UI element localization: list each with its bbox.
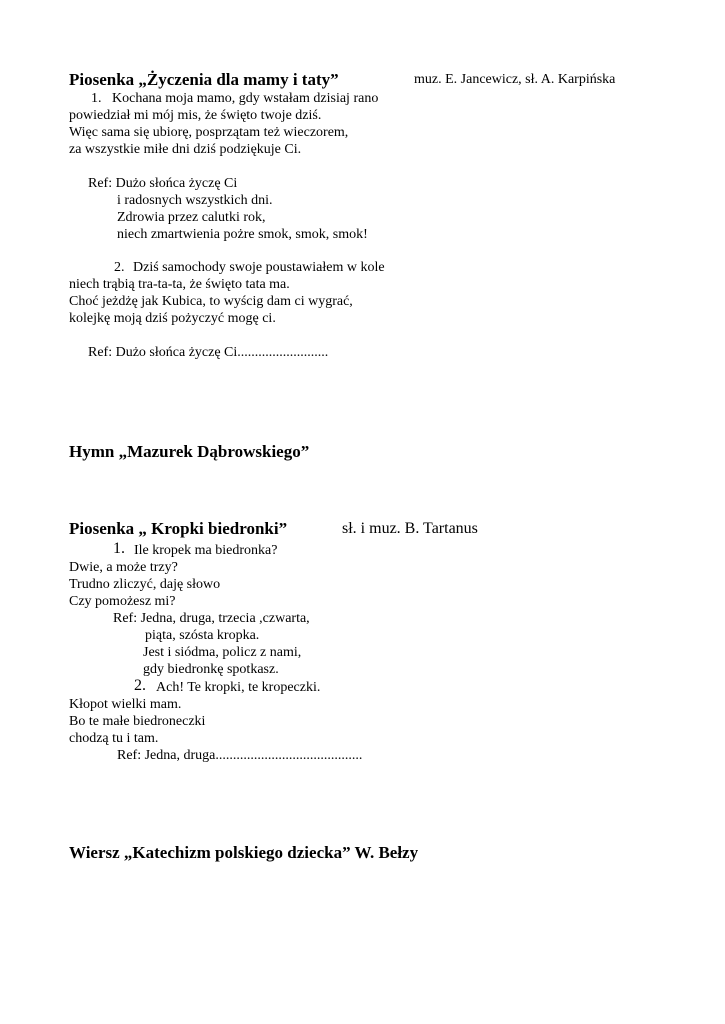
song1-verse2-line: kolejkę moją dziś pożyczyć mogę ci. <box>69 311 276 326</box>
song2-title: Piosenka „ Kropki biedronki” <box>69 519 288 538</box>
song2-verse2-line: Kłopot wielki mam. <box>69 697 182 712</box>
song1-verse1-line: Kochana moja mamo, gdy wstałam dzisiaj rano <box>112 91 379 106</box>
song1-refrain-line: i radosnych wszystkich dni. <box>117 193 273 208</box>
song2-verse1-number: 1. <box>113 540 125 557</box>
song1-refrain-line: Ref: Dużo słońca życzę Ci <box>88 176 238 191</box>
song2-verse1-line: Dwie, a może trzy? <box>69 560 178 575</box>
song2-verse1-line: Czy pomożesz mi? <box>69 594 176 609</box>
song1-refrain-line: niech zmartwienia pożre smok, smok, smok! <box>117 227 368 242</box>
song2-refrain-line: gdy biedronkę spotkasz. <box>143 662 279 677</box>
song1-verse1-number: 1. <box>91 91 102 106</box>
hymn-title: Hymn „Mazurek Dąbrowskiego” <box>69 442 310 461</box>
song2-refrain-line: Ref: Jedna, druga, trzecia ,czwarta, <box>113 611 310 626</box>
song2-verse1-line: Ile kropek ma biedronka? <box>134 543 278 558</box>
song1-credit: muz. E. Jancewicz, sł. A. Karpińska <box>414 72 616 87</box>
song2-refrain-line: piąta, szósta kropka. <box>145 628 260 643</box>
song1-verse1-line: Więc sama się ubiorę, posprzątam też wieczorem, <box>69 125 349 140</box>
song2-verse2-line: chodzą tu i tam. <box>69 731 159 746</box>
song1-refrain-repeat: Ref: Dużo słońca życzę Ci.......................... <box>88 345 329 360</box>
song1-title: Piosenka „Życzenia dla mamy i taty” <box>69 70 339 89</box>
song2-refrain-line: Jest i siódma, policz z nami, <box>143 645 302 660</box>
poem-title: Wiersz „Katechizm polskiego dziecka” W. Bełzy <box>69 843 419 862</box>
song2-credit: sł. i muz. B. Tartanus <box>342 520 478 537</box>
song2-verse2-line: Bo te małe biedroneczki <box>69 714 206 729</box>
song1-verse2-number: 2. <box>114 260 125 275</box>
song1-verse1-line: za wszystkie miłe dni dziś podziękuje Ci. <box>69 142 302 157</box>
song2-verse2-number: 2. <box>134 677 146 694</box>
song1-verse1-line: powiedział mi mój mis, że święto twoje dziś. <box>69 108 322 123</box>
song2-verse2-line: Ach! Te kropki, te kropeczki. <box>156 680 321 695</box>
song1-verse2-line: niech trąbią tra-ta-ta, że święto tata ma. <box>69 277 290 292</box>
song1-verse2-line: Dziś samochody swoje poustawiałem w kole <box>133 260 385 275</box>
song2-refrain-repeat: Ref: Jedna, druga.......................................... <box>117 748 363 763</box>
song2-verse1-line: Trudno zliczyć, daję słowo <box>69 577 221 592</box>
song1-refrain-line: Zdrowia przez calutki rok, <box>117 210 266 225</box>
song1-verse2-line: Choć jeżdżę jak Kubica, to wyścig dam ci wygrać, <box>69 294 353 309</box>
